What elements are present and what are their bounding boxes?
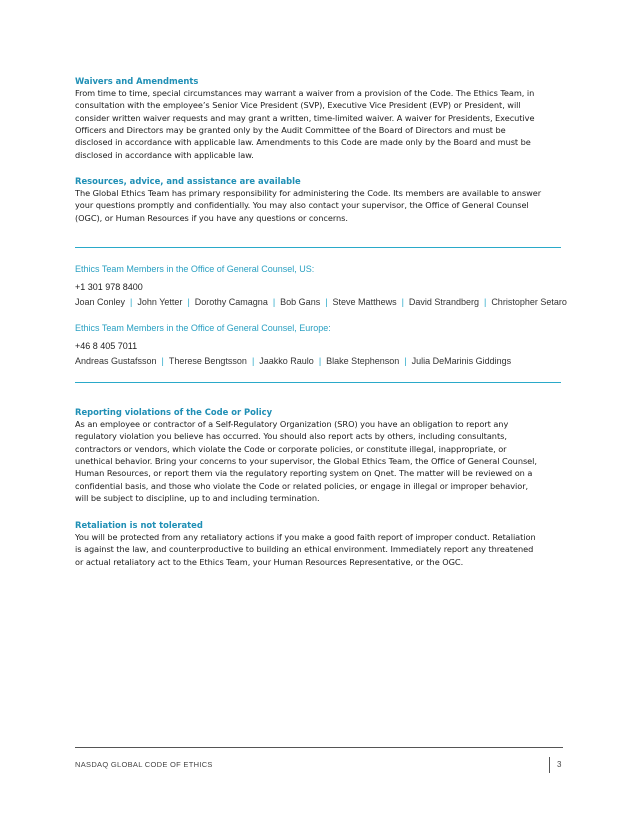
body-line: The Global Ethics Team has primary responsibility for administering the Code. Its members are available to answer — [75, 188, 542, 198]
body-line: You will be protected from any retaliatory actions if you make a good faith report of improper conduct. Retaliation — [75, 532, 536, 542]
page-number: 3 — [557, 760, 562, 769]
footer-title: NASDAQ GLOBAL CODE OF ETHICS — [75, 760, 213, 769]
separator: | — [187, 297, 190, 307]
member-name: Steve Matthews — [332, 297, 397, 307]
body-line: From time to time, special circumstances may warrant a waiver from a provision of the Code. The Ethics Team, in — [75, 88, 535, 98]
team-us-heading: Ethics Team Members in the Office of General Counsel, US: — [75, 264, 315, 274]
section-heading: Resources, advice, and assistance are available — [75, 176, 301, 186]
body-line: unethical behavior. Bring your concerns to your supervisor, the Global Ethics Team, the Office of General Counsel, — [75, 456, 537, 467]
separator: | — [401, 297, 404, 307]
member-name: Andreas Gustafsson — [75, 356, 157, 366]
member-name: Jaakko Raulo — [259, 356, 314, 366]
body-line: will be subject to discipline, up to and including termination. — [75, 493, 320, 504]
separator: | — [318, 356, 322, 366]
team-us-members — [75, 297, 567, 307]
section-body — [75, 187, 565, 224]
team-europe-members — [75, 356, 511, 366]
section-heading: Reporting violations of the Code or Policy — [75, 407, 273, 417]
member-name: Dorothy Camagna — [194, 297, 268, 307]
reporting-section — [75, 406, 565, 504]
body-line: consider written waiver requests and may grant a written, time-limited waiver. A waiver for Presidents, Executive — [75, 112, 535, 123]
divider — [75, 382, 561, 383]
member-name: John Yetter — [137, 297, 183, 307]
footer-separator — [549, 757, 550, 773]
retaliation-section — [75, 519, 565, 568]
body-line: Human Resources, or report them via the regulatory reporting system on Qnet. The matter will be reviewed on a — [75, 468, 533, 479]
divider — [75, 247, 561, 248]
body-line: disclosed in accordance with applicable law. Amendments to this Code are made only by the Board and must be — [75, 137, 531, 148]
section-body — [75, 418, 565, 504]
team-europe-heading: Ethics Team Members in the Office of General Counsel, Europe: — [75, 323, 331, 333]
member-name: Christopher Setaro — [491, 297, 567, 307]
member-name: Joan Conley — [75, 297, 126, 307]
separator: | — [161, 356, 164, 366]
separator: | — [404, 356, 407, 366]
resources-section — [75, 175, 565, 224]
member-name: Blake Stephenson — [326, 356, 400, 366]
body-line: regulatory violation you believe has occurred. You should also report acts by others, including consultants, — [75, 431, 507, 442]
body-line: disclosed in accordance with applicable law. — [75, 149, 254, 160]
waivers-section — [75, 75, 565, 161]
section-heading: Retaliation is not tolerated — [75, 520, 203, 530]
body-line: confidential basis, and those who violate the Code or related policies, or engage in illegal or improper behavior, — [75, 480, 529, 491]
body-line: your questions promptly and confidentially. You may also contact your supervisor, the Office of General Counsel — [75, 200, 529, 211]
body-line: contractors or vendors, which violate the Code or corporate policies, or constitute illegal, inappropriate, or — [75, 443, 507, 454]
team-europe-phone: +46 8 405 7011 — [75, 341, 138, 351]
section-body — [75, 87, 565, 161]
separator: | — [251, 356, 255, 366]
body-line: consultation with the employee’s Senior Vice President (SVP), Executive Vice President (EVP) or President, will — [75, 100, 521, 111]
separator: | — [272, 297, 276, 307]
separator: | — [130, 297, 133, 307]
body-line: or actual retaliatory act to the Ethics Team, your Human Resources Representative, or the OGC. — [75, 556, 464, 567]
body-line: is against the law, and counterproductive to building an ethical environment. Immediately report any threatened — [75, 544, 534, 555]
member-name: Bob Gans — [280, 297, 321, 307]
member-name: Therese Bengtsson — [168, 356, 247, 366]
body-line: As an employee or contractor of a Self-Regulatory Organization (SRO) you have an obligation to report any — [75, 419, 509, 429]
body-line: (OGC), or Human Resources if you have any questions or concerns. — [75, 212, 348, 223]
section-heading: Waivers and Amendments — [75, 76, 199, 86]
separator: | — [483, 297, 487, 307]
body-line: Officers and Directors may be granted only by the Audit Committee of the Board of Directors and must be — [75, 125, 506, 136]
team-us-phone: +1 301 978 8400 — [75, 282, 143, 292]
section-body — [75, 531, 565, 568]
member-name: David Strandberg — [408, 297, 479, 307]
footer-divider — [75, 747, 563, 748]
separator: | — [325, 297, 328, 307]
member-name: Julia DeMarinis Giddings — [411, 356, 512, 366]
